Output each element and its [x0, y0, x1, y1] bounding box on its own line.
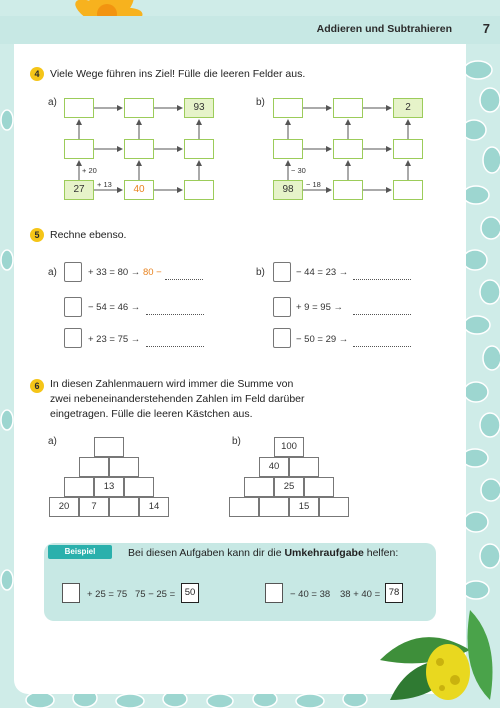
grid-a-cell[interactable] [64, 98, 94, 118]
wall-a-base-3[interactable] [109, 497, 139, 517]
wall-a-brick-given: 13 [94, 477, 124, 497]
leaf-egg-decoration [360, 600, 500, 708]
answer-box-5b-2[interactable] [273, 297, 291, 317]
wall-b-brick-given: 25 [274, 477, 304, 497]
answer-box-5b-1[interactable] [273, 262, 291, 282]
task-6-instruction-line-2: zwei nebeneinanderstehenden Zahlen im Feld darüber [50, 393, 305, 405]
grid-b-cell[interactable] [393, 139, 423, 159]
step-right-label-a: + 13 [97, 180, 112, 189]
header-bar [0, 16, 500, 44]
wall-a-brick[interactable] [109, 457, 139, 477]
example-left-unknown-box [62, 583, 80, 603]
answer-box-5a-3[interactable] [64, 328, 82, 348]
wall-b-base-4[interactable] [319, 497, 349, 517]
task-number-5: 5 [30, 228, 44, 242]
wall-b-base-1[interactable] [229, 497, 259, 517]
wall-a-top-brick[interactable] [94, 437, 124, 457]
answer-box-5a-2[interactable] [64, 297, 82, 317]
task-6-instruction-line-3: eingetragen. Fülle die leeren Kästchen aus. [50, 408, 253, 420]
equation-5a-2: − 54 = 46 → [88, 302, 141, 313]
wall-a-brick[interactable] [64, 477, 94, 497]
example-badge: Beispiel [48, 545, 112, 559]
wall-b-brick-given: 40 [259, 457, 289, 477]
wall-a-brick[interactable] [79, 457, 109, 477]
example-hint: Bei diesen Aufgaben kann dir die Umkehraufgabe helfen: [128, 547, 399, 559]
wall-b-brick[interactable] [244, 477, 274, 497]
task-number-4: 4 [30, 67, 44, 81]
grid-a-cell[interactable] [64, 139, 94, 159]
equation-5b-1: − 44 = 23 → [296, 267, 349, 278]
wall-b-brick[interactable] [289, 457, 319, 477]
step-right-label-b: − 18 [306, 180, 321, 189]
grid-b-cell[interactable] [333, 180, 363, 200]
grid-a-cell[interactable] [184, 180, 214, 200]
example-right-reverse: 38 + 40 = [340, 589, 381, 600]
grid-a-start: 27 [64, 180, 94, 200]
answer-line-5a-1[interactable] [165, 279, 203, 280]
grid-b-cell[interactable] [333, 139, 363, 159]
grid-b-cell[interactable] [273, 139, 303, 159]
wall-a-base-4: 14 [139, 497, 169, 517]
task-6a-label: a) [48, 436, 57, 447]
example-left-equation: + 25 = 75 [87, 589, 128, 600]
example-left-reverse: 75 − 25 = [135, 589, 176, 600]
task-4b-label: b) [256, 97, 265, 108]
wall-b-brick[interactable] [304, 477, 334, 497]
equation-5b-3: − 50 = 29 → [296, 334, 349, 345]
wall-a-brick[interactable] [124, 477, 154, 497]
example-right-equation: − 40 = 38 [290, 589, 331, 600]
grid-a-solved-cell: 40 [124, 180, 154, 200]
answer-box-5a-1[interactable] [64, 262, 82, 282]
grid-a-cell[interactable] [124, 98, 154, 118]
wall-b-base-3: 15 [289, 497, 319, 517]
grid-b-start: 98 [273, 180, 303, 200]
grid-a-cell[interactable] [124, 139, 154, 159]
task-5a-label: a) [48, 267, 57, 278]
task-number-6: 6 [30, 379, 44, 393]
equation-5b-2: + 9 = 95 → [296, 302, 344, 313]
grid-a-cell[interactable] [184, 139, 214, 159]
wall-b-base-2[interactable] [259, 497, 289, 517]
grid-b-cell[interactable] [393, 180, 423, 200]
task-5-instruction: Rechne ebenso. [50, 229, 127, 241]
answer-line-5b-3[interactable] [353, 346, 411, 347]
answer-line-5b-2[interactable] [353, 314, 411, 315]
answer-box-5b-3[interactable] [273, 328, 291, 348]
grid-b-cell[interactable] [273, 98, 303, 118]
equation-5a-1: + 33 = 80 → 80 − [88, 267, 162, 278]
task-4a-label: a) [48, 97, 57, 108]
example-right-unknown-box [265, 583, 283, 603]
step-up-label-b: − 30 [291, 166, 306, 175]
example-left-result: 50 [181, 583, 199, 603]
answer-line-5b-1[interactable] [353, 279, 411, 280]
page-number: 7 [482, 21, 490, 36]
grid-b-goal: 2 [393, 98, 423, 118]
equation-5a-3: + 23 = 75 → [88, 334, 141, 345]
task-6-instruction-line-1: In diesen Zahlenmauern wird immer die Summe von [50, 378, 294, 390]
wall-a-base-2: 7 [79, 497, 109, 517]
answer-line-5a-2[interactable] [146, 314, 204, 315]
answer-line-5a-3[interactable] [146, 346, 204, 347]
task-6b-label: b) [232, 436, 241, 447]
wall-a-base-1: 20 [49, 497, 79, 517]
chapter-title: Addieren und Subtrahieren [316, 23, 452, 35]
task-5b-label: b) [256, 267, 265, 278]
grid-b-cell[interactable] [333, 98, 363, 118]
example-right-result: 78 [385, 583, 403, 603]
grid-a-goal: 93 [184, 98, 214, 118]
wall-b-top-brick: 100 [274, 437, 304, 457]
task-4-instruction: Viele Wege führen ins Ziel! Fülle die leeren Felder aus. [50, 68, 306, 80]
step-up-label-a: + 20 [82, 166, 97, 175]
